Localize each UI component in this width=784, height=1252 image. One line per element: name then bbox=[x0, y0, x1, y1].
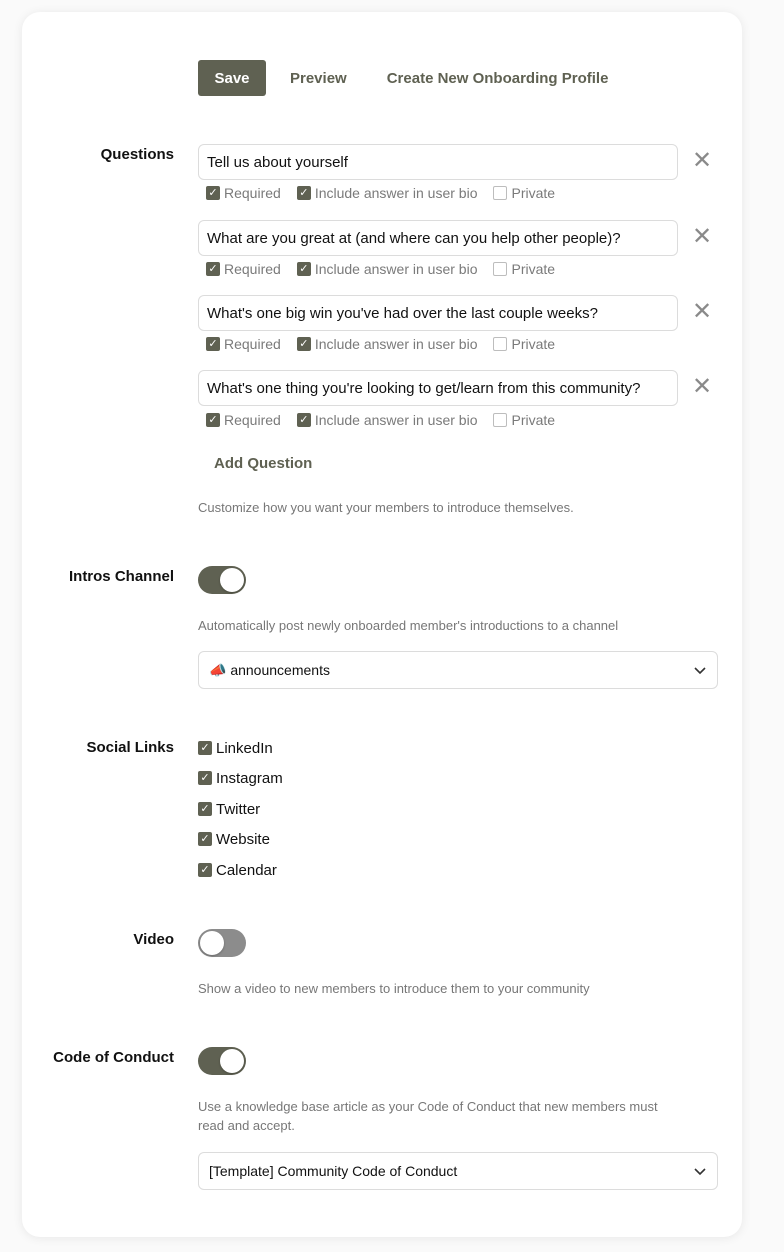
checkbox-icon: ✓ bbox=[297, 262, 311, 276]
required-checkbox[interactable] bbox=[206, 336, 281, 352]
checkbox-icon: ✓ bbox=[206, 186, 220, 200]
close-icon[interactable]: ✕ bbox=[692, 373, 713, 400]
toolbar bbox=[198, 60, 608, 96]
private-checkbox[interactable] bbox=[493, 412, 555, 428]
include-bio-checkbox[interactable] bbox=[297, 261, 478, 277]
checkbox-icon: ✓ bbox=[206, 262, 220, 276]
social-link-label: Calendar bbox=[216, 861, 277, 879]
social-links-label: Social Links bbox=[86, 739, 174, 756]
checkbox-icon: ✓ bbox=[206, 337, 220, 351]
code-of-conduct-toggle[interactable] bbox=[198, 1047, 246, 1075]
required-label: Required bbox=[224, 412, 281, 428]
code-of-conduct-select[interactable] bbox=[198, 1152, 718, 1190]
private-checkbox[interactable] bbox=[493, 336, 555, 352]
video-help-text: Show a video to new members to introduce them to your community bbox=[198, 981, 590, 996]
preview-button[interactable]: Preview bbox=[290, 69, 347, 87]
close-icon[interactable]: ✕ bbox=[692, 298, 713, 325]
channel-name: announcements bbox=[230, 661, 330, 678]
questions-label: Questions bbox=[100, 146, 174, 163]
channel-value bbox=[209, 662, 330, 679]
add-question-button[interactable]: Add Question bbox=[214, 455, 313, 472]
checkbox-icon: ✓ bbox=[198, 771, 212, 785]
intros-channel-label: Intros Channel bbox=[68, 568, 174, 585]
question-input[interactable]: What's one thing you're looking to get/learn from this community? bbox=[198, 370, 678, 406]
social-link-linkedin[interactable] bbox=[198, 739, 273, 757]
social-link-label: Instagram bbox=[216, 769, 283, 787]
question-options bbox=[206, 335, 571, 353]
question-input[interactable]: What's one big win you've had over the last couple weeks? bbox=[198, 295, 678, 331]
question-options bbox=[206, 184, 571, 202]
checkbox-icon bbox=[493, 262, 507, 276]
checkbox-icon bbox=[493, 186, 507, 200]
conduct-help-line1: Use a knowledge base article as your Code of Conduct that new members must bbox=[198, 1099, 658, 1114]
private-label: Private bbox=[511, 261, 556, 277]
toggle-knob bbox=[220, 1049, 244, 1073]
checkbox-icon: ✓ bbox=[198, 863, 212, 877]
checkbox-icon bbox=[493, 337, 507, 351]
close-icon[interactable]: ✕ bbox=[692, 223, 713, 250]
include-bio-label: Include answer in user bio bbox=[314, 336, 478, 352]
create-onboarding-profile-button[interactable]: Create New Onboarding Profile bbox=[386, 69, 609, 87]
code-of-conduct-label: Code of Conduct bbox=[53, 1049, 174, 1066]
social-link-label: LinkedIn bbox=[216, 739, 273, 757]
checkbox-icon: ✓ bbox=[297, 186, 311, 200]
close-icon[interactable]: ✕ bbox=[692, 147, 713, 174]
private-label: Private bbox=[511, 336, 556, 352]
intros-channel-toggle[interactable] bbox=[198, 566, 246, 594]
question-options bbox=[206, 260, 571, 278]
include-bio-checkbox[interactable] bbox=[297, 336, 478, 352]
include-bio-checkbox[interactable] bbox=[297, 185, 478, 201]
conduct-help-line2: read and accept. bbox=[198, 1118, 295, 1133]
required-checkbox[interactable] bbox=[206, 261, 281, 277]
required-label: Required bbox=[224, 261, 281, 277]
required-label: Required bbox=[224, 336, 281, 352]
question-input[interactable]: Tell us about yourself bbox=[198, 144, 678, 180]
include-bio-label: Include answer in user bio bbox=[314, 412, 478, 428]
checkbox-icon: ✓ bbox=[297, 337, 311, 351]
checkbox-icon: ✓ bbox=[198, 832, 212, 846]
checkbox-icon: ✓ bbox=[206, 413, 220, 427]
checkbox-icon bbox=[493, 413, 507, 427]
required-checkbox[interactable] bbox=[206, 185, 281, 201]
question-options bbox=[206, 411, 571, 429]
conduct-article-value: [Template] Community Code of Conduct bbox=[209, 1163, 458, 1179]
social-link-calendar[interactable] bbox=[198, 861, 277, 879]
required-checkbox[interactable] bbox=[206, 412, 281, 428]
social-link-instagram[interactable] bbox=[198, 769, 283, 787]
social-link-label: Twitter bbox=[216, 800, 261, 818]
video-toggle[interactable] bbox=[198, 929, 246, 957]
private-checkbox[interactable] bbox=[493, 261, 555, 277]
intros-channel-select[interactable] bbox=[198, 651, 718, 689]
private-label: Private bbox=[511, 185, 556, 201]
chevron-down-icon bbox=[693, 663, 707, 677]
chevron-down-icon bbox=[693, 1164, 707, 1178]
private-label: Private bbox=[511, 412, 556, 428]
megaphone-icon: 📣 bbox=[209, 661, 227, 678]
required-label: Required bbox=[224, 185, 281, 201]
social-link-twitter[interactable] bbox=[198, 800, 260, 818]
include-bio-checkbox[interactable] bbox=[297, 412, 478, 428]
private-checkbox[interactable] bbox=[493, 185, 555, 201]
social-link-label: Website bbox=[216, 830, 270, 848]
checkbox-icon: ✓ bbox=[198, 741, 212, 755]
save-button[interactable]: Save bbox=[198, 60, 266, 96]
toggle-knob bbox=[200, 931, 224, 955]
include-bio-label: Include answer in user bio bbox=[314, 185, 478, 201]
question-input[interactable]: What are you great at (and where can you help other people)? bbox=[198, 220, 678, 256]
social-link-website[interactable] bbox=[198, 830, 270, 848]
toggle-knob bbox=[220, 568, 244, 592]
intros-help-text: Automatically post newly onboarded member's introductions to a channel bbox=[198, 618, 619, 633]
checkbox-icon: ✓ bbox=[297, 413, 311, 427]
video-label: Video bbox=[133, 931, 174, 948]
include-bio-label: Include answer in user bio bbox=[314, 261, 478, 277]
checkbox-icon: ✓ bbox=[198, 802, 212, 816]
questions-help-text: Customize how you want your members to introduce themselves. bbox=[198, 500, 574, 515]
